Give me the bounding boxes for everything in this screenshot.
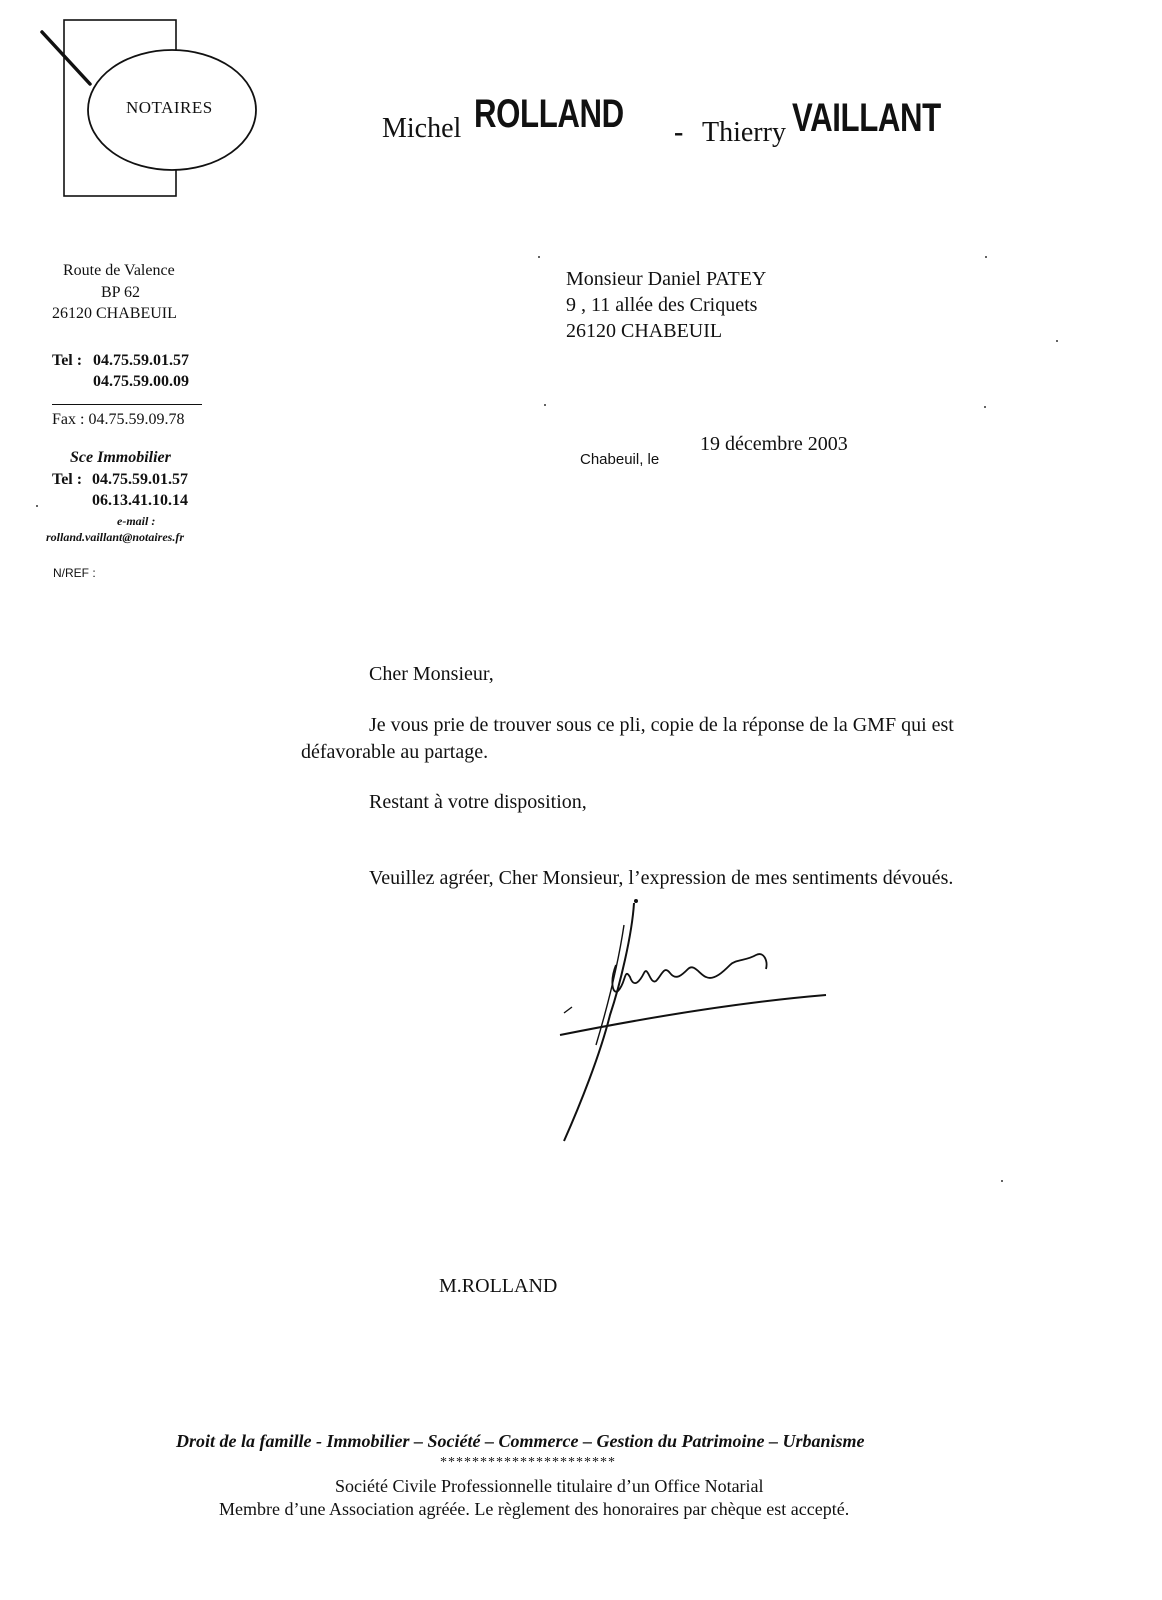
logo-text: NOTAIRES <box>126 98 213 117</box>
signatory-name: M.ROLLAND <box>439 1275 558 1297</box>
recipient-name: Monsieur Daniel PATEY <box>566 268 767 290</box>
office-address-line2: BP 62 <box>101 284 140 301</box>
fax-number: Fax : 04.75.59.09.78 <box>52 411 185 428</box>
service-tel-2: 06.13.41.10.14 <box>92 492 188 509</box>
partner2-last-name: VAILLANT <box>792 96 941 140</box>
scan-speck <box>36 505 38 507</box>
scan-speck <box>1001 1180 1003 1182</box>
email-address: rolland.vaillant@notaires.fr <box>46 530 185 544</box>
partner1-first-name: Michel <box>382 113 462 144</box>
scan-speck <box>544 404 546 406</box>
service-tel-1: 04.75.59.01.57 <box>92 471 188 488</box>
closing-formula: Veuillez agréer, Cher Monsieur, l’expression de mes sentiments dévoués. <box>369 867 954 889</box>
recipient-city: 26120 CHABEUIL <box>566 320 723 342</box>
footer-stars: ********************** <box>440 1455 616 1470</box>
email-label: e-mail : <box>117 514 156 528</box>
partner1-last-name: ROLLAND <box>474 92 624 136</box>
header-separator: - <box>674 117 684 148</box>
tel-label: Tel : <box>52 352 83 369</box>
footer-line2: Membre d’une Association agréée. Le règlement des honoraires par chèque est accepté. <box>219 1499 850 1519</box>
office-address-line3: 26120 CHABEUIL <box>52 305 177 322</box>
recipient-street: 9 , 11 allée des Criquets <box>566 294 758 316</box>
divider-line <box>52 404 202 405</box>
paragraph1-line1: Je vous prie de trouver sous ce pli, copie de la réponse de la GMF qui est <box>369 714 954 736</box>
reference-label: N/REF : <box>53 566 96 580</box>
scan-speck <box>538 256 540 258</box>
salutation: Cher Monsieur, <box>369 663 494 685</box>
paragraph1-line2: défavorable au partage. <box>301 741 489 763</box>
footer-specialties: Droit de la famille - Immobilier – Société – Commerce – Gestion du Patrimoine – Urbanisme <box>176 1431 865 1451</box>
tel-number-2: 04.75.59.00.09 <box>93 373 189 390</box>
paragraph2: Restant à votre disposition, <box>369 791 587 813</box>
signature <box>550 895 840 1145</box>
partner2-first-name: Thierry <box>702 117 786 148</box>
date-place: Chabeuil, le <box>580 451 660 468</box>
scan-speck <box>1056 340 1058 342</box>
date-value: 19 décembre 2003 <box>700 433 848 455</box>
office-address-line1: Route de Valence <box>63 262 175 279</box>
tel-number-1: 04.75.59.01.57 <box>93 352 189 369</box>
service-tel-label: Tel : <box>52 471 83 488</box>
service-title: Sce Immobilier <box>70 449 171 466</box>
footer-line1: Société Civile Professionnelle titulaire d’un Office Notarial <box>335 1476 764 1496</box>
scan-speck <box>984 406 986 408</box>
scan-speck <box>985 256 987 258</box>
